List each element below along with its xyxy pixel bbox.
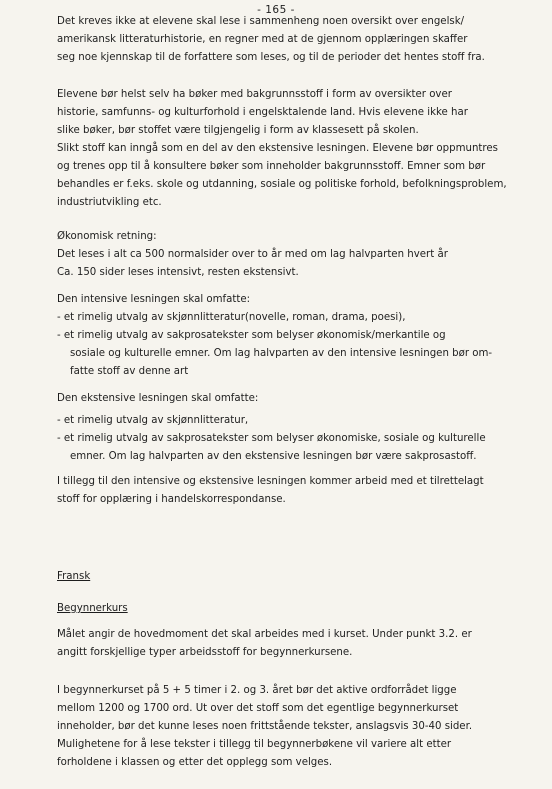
text-line: I begynnerkurset på 5 + 5 timer i 2. og 3. året bør det aktive ordforrådet ligge <box>57 685 457 696</box>
section-heading: Økonomisk retning: <box>57 231 157 242</box>
text-line: stoff for opplæring i handelskorrespondanse. <box>57 494 286 505</box>
text-line: emner. Om lag halvparten av den ekstensive lesningen bør være sakprosastoff. <box>70 451 477 462</box>
text-line: Mulighetene for å lese tekster i tillegg til begynnerbøkene vil variere alt etter <box>57 739 452 750</box>
section-heading-fransk: Fransk <box>57 571 91 582</box>
text-line: sosiale og kulturelle emner. Om lag halvparten av den intensive lesningen bør om- <box>70 348 493 359</box>
text-line: mellom 1200 og 1700 ord. Ut over det stoff som det egentlige begynnerkurset <box>57 703 459 714</box>
text-line: forholdene i klassen og etter det opplegg som velges. <box>57 757 333 768</box>
text-line: Den ekstensive lesningen skal omfatte: <box>57 393 259 404</box>
subsection-heading-begynnerkurs: Begynnerkurs <box>57 603 128 614</box>
text-line: slike bøker, bør stoffet være tilgjengelig i form av klassesett på skolen. <box>57 125 419 136</box>
list-item: - et rimelig utvalg av skjønnlitteratur, <box>57 415 249 426</box>
text-line: Den intensive lesningen skal omfatte: <box>57 294 251 305</box>
text-line: inneholder, bør det kunne leses noen frittstående tekster, anslagsvis 30-40 sider. <box>57 721 473 732</box>
text-line: seg noe kjennskap til de forfattere som leses, og til de perioder det hentes stoff fra. <box>57 52 485 63</box>
text-line: behandles er f.eks. skole og utdanning, sosiale og politiske forhold, befolkningsproblem, <box>57 179 507 190</box>
text-line: industriutvikling etc. <box>57 197 162 208</box>
text-line: Målet angir de hovedmoment det skal arbeides med i kurset. Under punkt 3.2. er <box>57 629 472 640</box>
text-line: Elevene bør helst selv ha bøker med bakgrunnsstoff i form av oversikter over <box>57 89 452 100</box>
page-number: - 165 - <box>257 4 295 16</box>
text-line: I tillegg til den intensive og ekstensive lesningen kommer arbeid med et tilrettelagt <box>57 476 484 487</box>
text-line: historie, samfunns- og kulturforhold i engelsktalende land. Hvis elevene ikke har <box>57 107 468 118</box>
text-line: fatte stoff av denne art <box>70 366 189 377</box>
text-line: angitt forskjellige typer arbeidsstoff for begynnerkursene. <box>57 647 353 658</box>
text-line: Slikt stoff kan inngå som en del av den ekstensive lesningen. Elevene bør oppmuntres <box>57 143 498 154</box>
text-line: og trenes opp til å konsultere bøker som inneholder bakgrunnsstoff. Emner som bør <box>57 161 486 172</box>
text-line: Ca. 150 sider leses intensivt, resten ekstensivt. <box>57 267 299 278</box>
list-item: - et rimelig utvalg av sakprosatekster som belyser økonomiske, sosiale og kulturelle <box>57 433 486 444</box>
list-item: - et rimelig utvalg av skjønnlitteratur(novelle, roman, drama, poesi), <box>57 312 406 323</box>
text-line: Det kreves ikke at elevene skal lese i sammenheng noen oversikt over engelsk/ <box>57 16 465 27</box>
text-line: Det leses i alt ca 500 normalsider over to år med om lag halvparten hvert år <box>57 249 448 260</box>
list-item: - et rimelig utvalg av sakprosatekster som belyser økonomisk/merkantile og <box>57 330 446 341</box>
text-line: amerikansk litteraturhistorie, en regner med at de gjennom opplæringen skaffer <box>57 34 468 45</box>
